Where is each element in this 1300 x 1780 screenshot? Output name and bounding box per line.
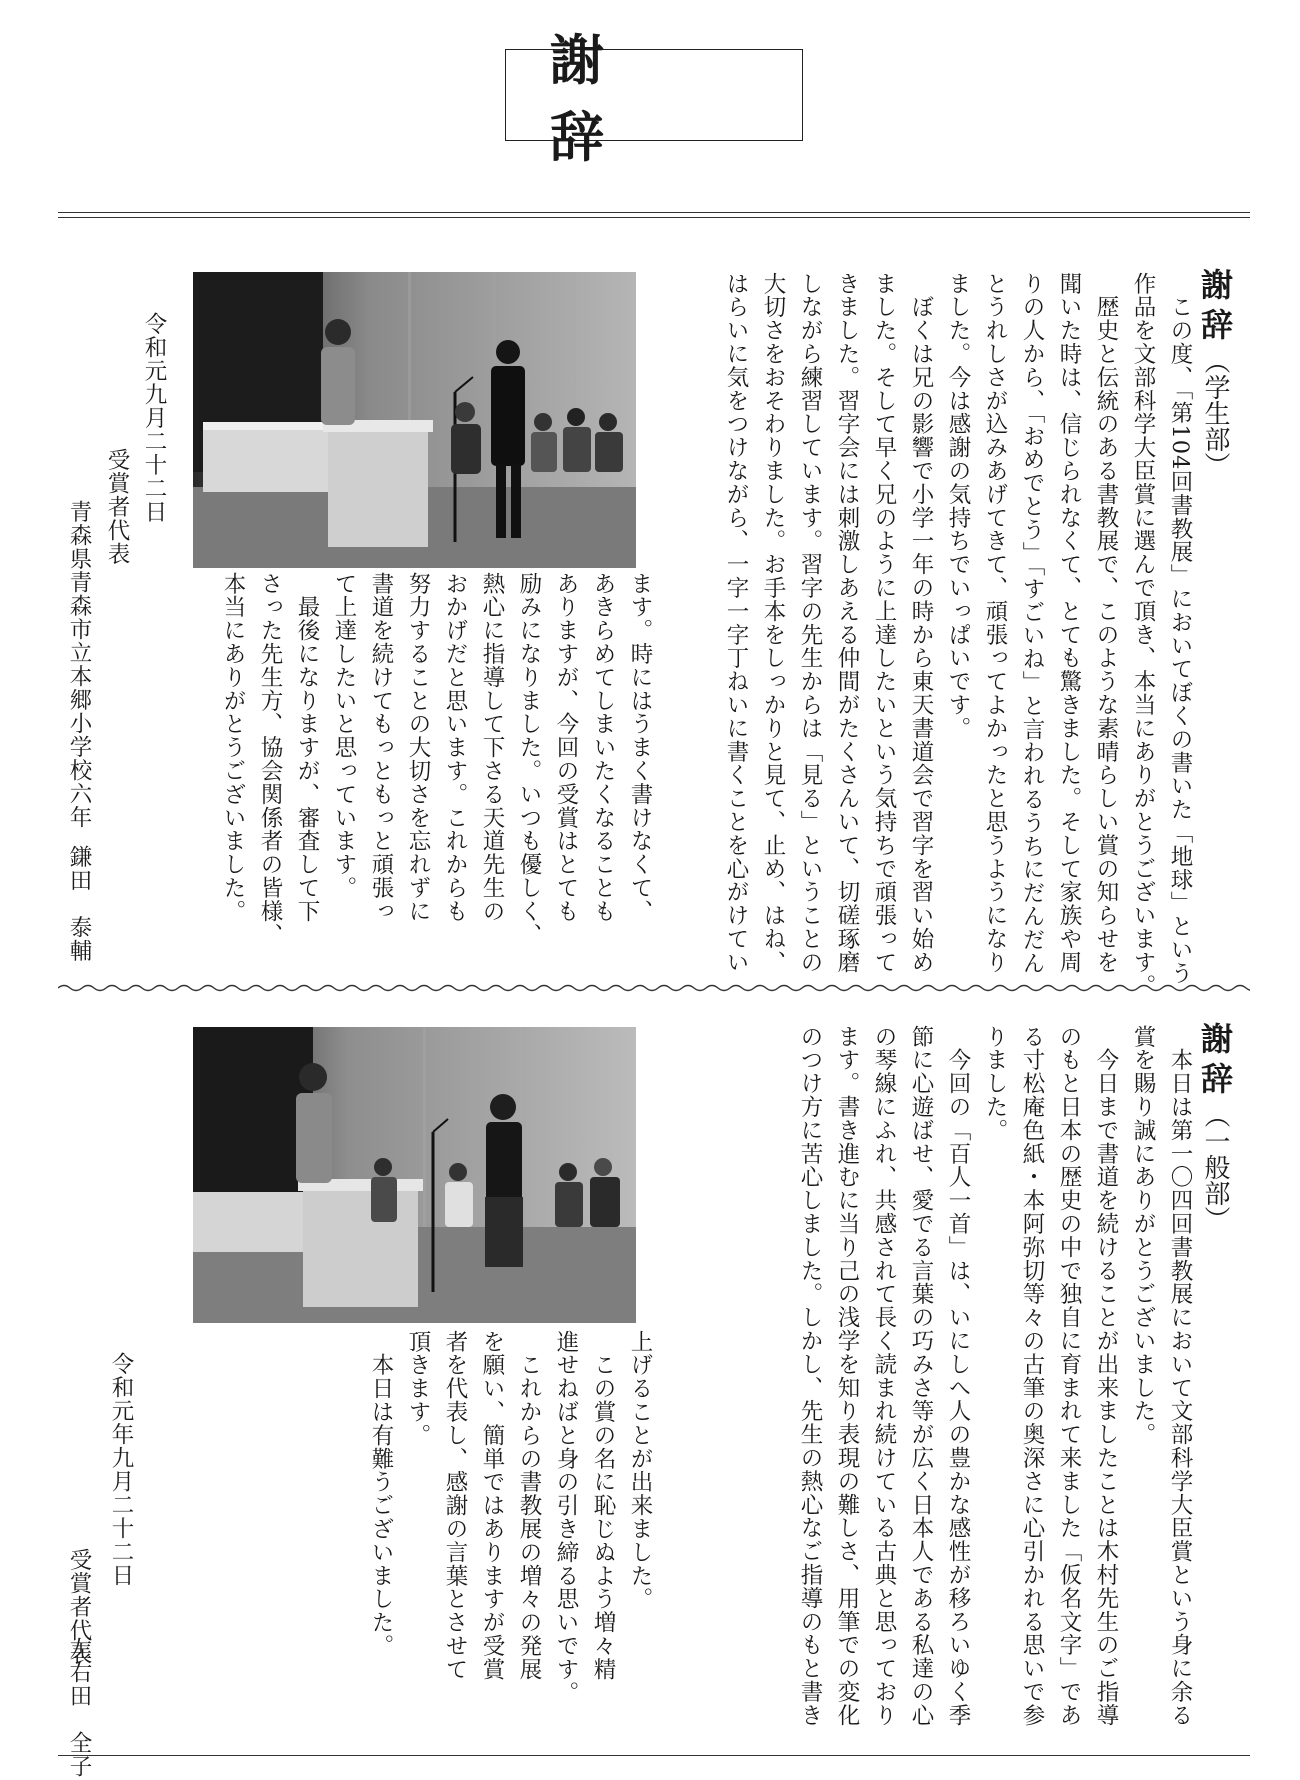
s1-line: さった先生方、協会関係者の皆様、 <box>257 572 283 947</box>
section1-role: 受賞者代表 <box>104 448 130 566</box>
s1-line: きました。習字会には刺激しあえる仲間がたくさんいて、切磋琢磨 <box>834 272 860 974</box>
section2-body-upper <box>791 1025 1198 1727</box>
section2-heading <box>1192 1022 1238 1232</box>
s2-line: る寸松庵色紙・本阿弥切等々の古筆の奥深さに心引かれる思いで参 <box>1019 1025 1045 1727</box>
s2-line: 本日は有難うございました。 <box>368 1330 394 1658</box>
s1-line: 書道を続けてもっともっと頑張っ <box>368 572 394 923</box>
section2-ceremony-photo <box>193 1027 636 1323</box>
s1-line: ぼくは兄の影響で小学一年の時から東天書道会で習字を習い始め <box>908 272 934 974</box>
s2-line: 節に心遊ばせ、愛でる言葉の巧みさ等が広く日本人である私達の心 <box>908 1025 934 1727</box>
s2-line: の琴線にふれ、共感されて長く読まれ続けている古典と思っており <box>871 1025 897 1727</box>
s1-line: 努力することの大切さを忘れずに <box>405 572 431 923</box>
s2-line: 本日は第一〇四回書教展において文部科学大臣賞という身に余る <box>1167 1025 1193 1727</box>
section1-heading-title: 謝辞 <box>1196 268 1234 348</box>
s1-line: ました。そして早く兄のように上達したいという気持ちで頑張って <box>871 272 897 974</box>
s1-line: 最後になりますが、審査して下 <box>294 572 320 923</box>
s2-line: これからの書教展の増々の発展 <box>516 1330 542 1681</box>
section2-date: 令和元年九月二十二日 <box>108 1352 134 1587</box>
s1-line: ます。時にはうまく書けなくて、 <box>627 572 653 923</box>
section2-name: 左右田 全子 <box>66 1637 92 1778</box>
section2-heading-title: 謝辞 <box>1196 1022 1234 1102</box>
s2-line: を願い、簡単ではありますが受賞 <box>479 1330 505 1681</box>
section2-heading-sub: （一般部） <box>1200 1102 1230 1232</box>
s2-line: 進せねばと身の引き締る思いです。 <box>553 1330 579 1705</box>
s2-line: 今日まで書道を続けることが出来ましたことは木村先生のご指導 <box>1093 1025 1119 1727</box>
s1-line: ました。今は感謝の気持ちでいっぱいです。 <box>945 272 971 740</box>
section2-role: 受賞者代表 <box>66 1548 92 1666</box>
section1-ceremony-photo <box>193 272 636 568</box>
section1-heading <box>1192 268 1238 478</box>
s1-line: おかげだと思います。これからも <box>442 572 468 923</box>
s1-line: 本当にありがとうございました。 <box>220 572 246 923</box>
section1-body-lower <box>214 572 658 946</box>
s2-line: のつけ方に苦心しました。しかし、先生の熱心なご指導のもと書き <box>797 1025 823 1727</box>
s1-line: ありますが、今回の受賞はとても <box>553 572 579 923</box>
s1-line: とうれしさが込みあげてきて、頑張ってよかったと思うようになり <box>982 272 1008 974</box>
section2-body-lower <box>362 1330 658 1704</box>
s2-line: 者を代表し、感謝の言葉とさせて <box>442 1330 468 1681</box>
page-title: 謝 辞 <box>505 49 803 141</box>
section1-body-upper <box>717 272 1198 997</box>
section1-heading-sub: （学生部） <box>1200 348 1230 478</box>
s1-line: あきらめてしまいたくなることも <box>590 572 616 923</box>
s2-line: 頂きます。 <box>405 1330 431 1447</box>
s2-line: 今回の「百人一首」は、いにしへ人の豊かな感性が移ろいゆく季 <box>945 1025 971 1727</box>
s2-line: 上げることが出来ました。 <box>627 1330 653 1611</box>
s1-line: て上達したいと思っています。 <box>331 572 357 900</box>
top-double-rule <box>58 212 1250 218</box>
s1-line: 聞いた時は、信じられなくて、とても驚きました。そして家族や周 <box>1056 272 1082 974</box>
s2-line: 賞を賜り誠にありがとうございました。 <box>1130 1025 1156 1447</box>
section1-name: 鎌田 泰輔 <box>66 845 92 963</box>
s1-line: しながら練習しています。習字の先生からは「見る」ということの <box>797 272 823 974</box>
section1-date: 令和元九月二十二日 <box>141 312 167 524</box>
section1-affiliation: 青森県青森市立本郷小学校六年 <box>66 500 92 829</box>
s2-line: のもと日本の歴史の中で独自に育まれて来ました「仮名文字」であ <box>1056 1025 1082 1727</box>
bottom-rule <box>58 1755 1250 1756</box>
s1-line: この度、「第104回書教展」においてぼくの書いた「地球」という <box>1167 272 1193 985</box>
s1-line: 励みになりました。いつも優しく、 <box>516 572 542 947</box>
s2-line: この賞の名に恥じぬよう増々精 <box>590 1330 616 1681</box>
s1-line: 熱心に指導して下さる天道先生の <box>479 572 505 923</box>
s1-line: 大切さをおそわりました。お手本をしっかりと見て、止め、はね、 <box>760 272 786 974</box>
s1-line: 作品を文部科学大臣賞に選んで頂き、本当にありがとうございます。 <box>1130 272 1156 998</box>
s1-line: はらいに気をつけながら、一字一字丁ねいに書くことを心がけてい <box>723 272 749 974</box>
s1-line: りの人から、「おめでとう」「すごいね」と言われるうちにだんだん <box>1019 272 1045 975</box>
s2-line: りました。 <box>982 1025 1008 1142</box>
s2-line: ます。書き進むに当り己の浅学を知り表現の難しさ、用筆での変化 <box>834 1025 860 1727</box>
s1-line: 歴史と伝統のある書教展で、このような素晴らしい賞の知らせを <box>1093 272 1119 974</box>
